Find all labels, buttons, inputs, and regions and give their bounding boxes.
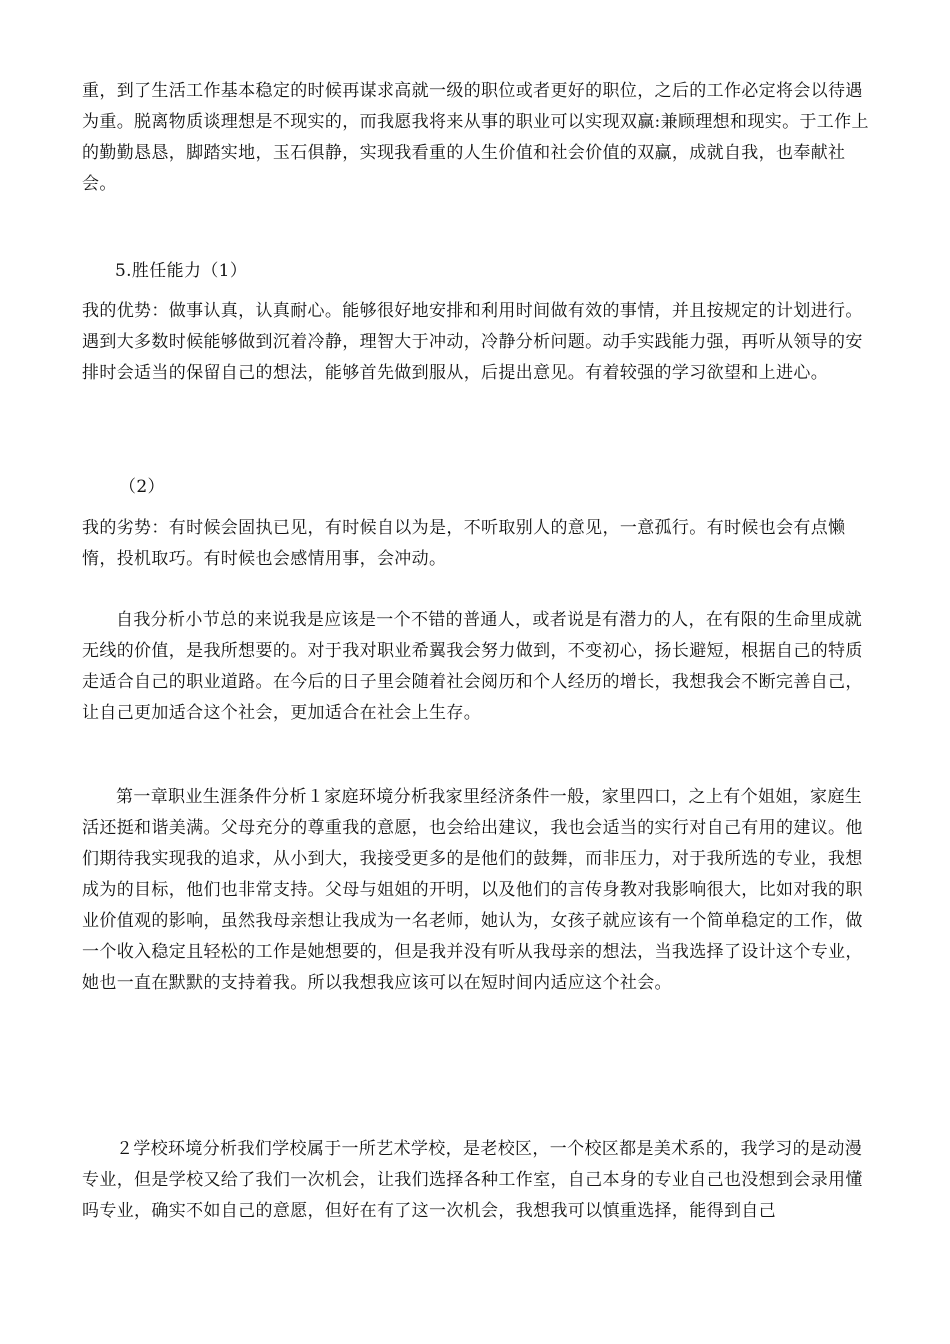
paragraph-career-values bbox=[82, 76, 872, 200]
paragraph-text: 我的优势：做事认真，认真耐心。能够很好地安排和利用时间做有效的事情，并且按规定的计划进行。遇到大多数时候能够做到沉着冷静，理智大于冲动，冷静分析问题。动手实践能力强，再听从领导的安排时会适当的保留自己的想法，能够首先做到服从，后提出意见。有着较强的学习欲望和上进心。 bbox=[82, 301, 863, 383]
paragraph-text: 重，到了生活工作基本稳定的时候再谋求高就一级的职位或者更好的职位，之后的工作必定将会以待遇为重。脱离物质谈理想是不现实的，而我愿我将来从事的职业可以实现双赢:兼顾理想和现实。于工作上的勤勤恳恳，脚踏实地，玉石俱静，实现我看重的人生价值和社会价值的双赢，成就自我，也奉献社会。 bbox=[82, 81, 869, 194]
paragraph-text: 我的劣势：有时候会固执已见，有时候自以为是，不听取别人的意见，一意孤行。有时候也会有点懒惰，投机取巧。有时候也会感情用事，会冲动。 bbox=[82, 518, 846, 569]
heading-competency bbox=[82, 256, 872, 287]
paragraph-text: 自我分析小节总的来说我是应该是一个不错的普通人，或者说是有潜力的人，在有限的生命里成就无线的价值，是我所想要的。对于我对职业希翼我会努力做到，不变初心，扬长避短，根据自己的特质走适合自己的职业道路。在今后的日子里会随着社会阅历和个人经历的增长，我想我会不断完善自己，让自己更加适合这个社会，更加适合在社会上生存。 bbox=[82, 610, 863, 723]
paragraph-text: 第一章职业生涯条件分析１家庭环境分析我家里经济条件一般，家里四口，之上有个姐姐，家庭生活还挺和谐美满。父母充分的尊重我的意愿，也会给出建议，我也会适当的实行对自己有用的建议。他们期待我实现我的追求，从小到大，我接受更多的是他们的鼓舞，而非压力，对于我所选的专业，我想成为的目标，他们也非常支持。父母与姐姐的开明，以及他们的言传身教对我影响很大，比如对我的职业价值观的影响，虽然我母亲想让我成为一名老师，她认为，女孩子就应该有一个简单稳定的工作，做一个收入稳定且轻松的工作是她想要的，但是我并没有听从我母亲的想法，当我选择了设计这个专业，她也一直在默默的支持着我。所以我想我应该可以在短时间内适应这个社会。 bbox=[82, 787, 863, 993]
paragraph-weaknesses bbox=[82, 513, 872, 575]
paragraph-self-analysis-summary bbox=[82, 605, 872, 729]
paragraph-school-environment bbox=[82, 1134, 872, 1227]
section-sub-label: （2） bbox=[119, 477, 165, 497]
section-heading: 5.胜任能力（1） bbox=[115, 261, 248, 281]
paragraph-family-environment bbox=[82, 782, 872, 999]
paragraph-strengths bbox=[82, 296, 872, 389]
paragraph-text: ２学校环境分析我们学校属于一所艺术学校，是老校区，一个校区都是美术系的，我学习的是动漫专业，但是学校又给了我们一次机会，让我们选择各种工作室，自己本身的专业自己也没想到会录用懂吗专业，确实不如自己的意愿，但好在有了这一次机会，我想我可以慎重选择，能得到自己 bbox=[82, 1139, 863, 1221]
sub-heading-weakness bbox=[82, 472, 872, 503]
